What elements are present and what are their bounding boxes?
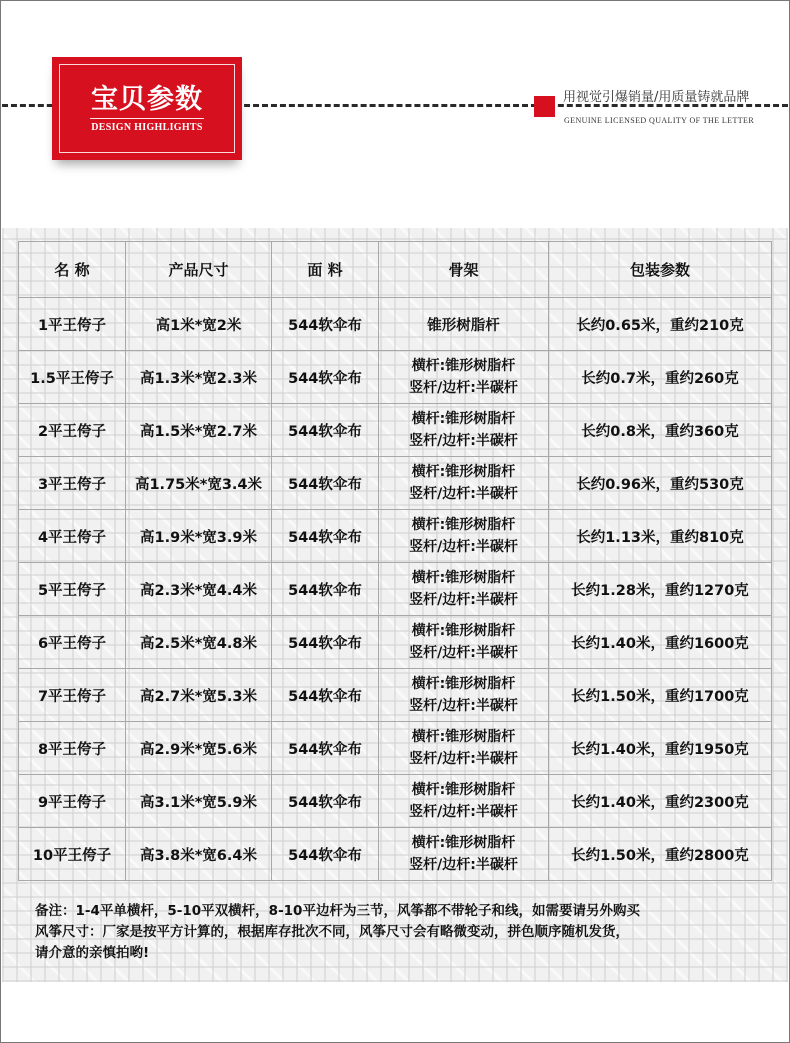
frame-line-2: 竖杆/边杆:半碳杆 — [409, 539, 518, 555]
cell-fabric: 544软伞布 — [272, 669, 379, 722]
cell-package: 长约0.8米，重约360克 — [549, 404, 772, 457]
cell-package: 长约1.13米，重约810克 — [549, 510, 772, 563]
cell-frame — [379, 828, 549, 881]
cell-frame — [379, 775, 549, 828]
cell-size: 高3.1米*宽5.9米 — [126, 775, 272, 828]
cell-size: 高2.3米*宽4.4米 — [126, 563, 272, 616]
frame-line-1: 横杆:锥形树脂杆 — [411, 517, 516, 533]
cell-frame — [379, 404, 549, 457]
cell-frame — [379, 510, 549, 563]
frame-line-2: 竖杆/边杆:半碳杆 — [409, 433, 518, 449]
cell-frame — [379, 351, 549, 404]
table-row — [19, 722, 772, 775]
note-line: 请介意的亲慎拍哟! — [35, 945, 150, 961]
header-frame: 骨架 — [379, 242, 549, 298]
cell-package: 长约0.7米，重约260克 — [549, 351, 772, 404]
cell-frame — [379, 722, 549, 775]
frame-line-1: 横杆:锥形树脂杆 — [411, 782, 516, 798]
table-row — [19, 563, 772, 616]
cell-fabric: 544软伞布 — [272, 298, 379, 351]
frame-line-2: 竖杆/边杆:半碳杆 — [409, 804, 518, 820]
cell-name: 7平王侉子 — [19, 669, 126, 722]
cell-size: 高1米*宽2米 — [126, 298, 272, 351]
table-row — [19, 404, 772, 457]
cell-name: 2平王侉子 — [19, 404, 126, 457]
section-badge — [52, 57, 242, 160]
spec-table — [18, 241, 772, 881]
frame-line-1: 横杆:锥形树脂杆 — [411, 411, 516, 427]
cell-name: 1平王侉子 — [19, 298, 126, 351]
table-header-row — [19, 242, 772, 298]
cell-size: 高1.3米*宽2.3米 — [126, 351, 272, 404]
table-row — [19, 669, 772, 722]
cell-name: 8平王侉子 — [19, 722, 126, 775]
frame-line-2: 竖杆/边杆:半碳杆 — [409, 592, 518, 608]
cell-name: 6平王侉子 — [19, 616, 126, 669]
frame-line-1: 横杆:锥形树脂杆 — [411, 464, 516, 480]
cell-size: 高1.75米*宽3.4米 — [126, 457, 272, 510]
frame-line-1: 横杆:锥形树脂杆 — [411, 676, 516, 692]
cell-fabric: 544软伞布 — [272, 510, 379, 563]
header-size: 产品尺寸 — [126, 242, 272, 298]
header-fabric: 面 料 — [272, 242, 379, 298]
slogan-english: GENUINE LICENSED QUALITY OF THE LETTER — [564, 116, 755, 125]
cell-fabric: 544软伞布 — [272, 722, 379, 775]
table-row — [19, 616, 772, 669]
cell-size: 高2.7米*宽5.3米 — [126, 669, 272, 722]
frame-line-1: 横杆:锥形树脂杆 — [411, 729, 516, 745]
cell-fabric: 544软伞布 — [272, 775, 379, 828]
cell-package: 长约0.65米，重约210克 — [549, 298, 772, 351]
cell-frame — [379, 298, 549, 351]
frame-line-1: 横杆:锥形树脂杆 — [411, 358, 516, 374]
header-package: 包装参数 — [549, 242, 772, 298]
frame-line-2: 竖杆/边杆:半碳杆 — [409, 380, 518, 396]
cell-name: 10平王侉子 — [19, 828, 126, 881]
cell-package: 长约1.50米，重约2800克 — [549, 828, 772, 881]
table-row — [19, 775, 772, 828]
cell-frame — [379, 616, 549, 669]
cell-name: 3平王侉子 — [19, 457, 126, 510]
red-square-marker — [534, 96, 555, 117]
cell-package: 长约1.28米，重约1270克 — [549, 563, 772, 616]
table-body — [19, 298, 772, 881]
cell-size: 高3.8米*宽6.4米 — [126, 828, 272, 881]
note-line: 风筝尺寸：厂家是按平方计算的，根据库存批次不同，风筝尺寸会有略微变动，拼色顺序随机发货， — [35, 924, 629, 940]
cell-size: 高1.9米*宽3.9米 — [126, 510, 272, 563]
frame-line-2: 竖杆/边杆:半碳杆 — [409, 645, 518, 661]
cell-fabric: 544软伞布 — [272, 616, 379, 669]
frame-line-1: 横杆:锥形树脂杆 — [411, 570, 516, 586]
cell-package: 长约1.40米，重约1600克 — [549, 616, 772, 669]
cell-package: 长约0.96米，重约530克 — [549, 457, 772, 510]
frame-line-2: 竖杆/边杆:半碳杆 — [409, 857, 518, 873]
table-row — [19, 828, 772, 881]
header-name: 名 称 — [19, 242, 126, 298]
cell-name: 4平王侉子 — [19, 510, 126, 563]
table-row — [19, 457, 772, 510]
cell-fabric: 544软伞布 — [272, 563, 379, 616]
cell-fabric: 544软伞布 — [272, 351, 379, 404]
table-row — [19, 351, 772, 404]
cell-size: 高2.5米*宽4.8米 — [126, 616, 272, 669]
frame-line-2: 竖杆/边杆:半碳杆 — [409, 698, 518, 714]
cell-package: 长约1.40米，重约2300克 — [549, 775, 772, 828]
cell-name: 5平王侉子 — [19, 563, 126, 616]
cell-frame — [379, 563, 549, 616]
cell-size: 高1.5米*宽2.7米 — [126, 404, 272, 457]
cell-package: 长约1.50米，重约1700克 — [549, 669, 772, 722]
frame-line-1: 横杆:锥形树脂杆 — [411, 623, 516, 639]
badge-subtitle: DESIGN HIGHLIGHTS — [91, 122, 203, 133]
frame-line-1: 锥形树脂杆 — [427, 317, 500, 334]
cell-name: 1.5平王侉子 — [19, 351, 126, 404]
frame-line-1: 横杆:锥形树脂杆 — [411, 835, 516, 851]
badge-title: 宝贝参数 — [91, 84, 203, 115]
frame-line-2: 竖杆/边杆:半碳杆 — [409, 486, 518, 502]
slogan: 用视觉引爆销量/用质量铸就品牌 — [563, 90, 750, 105]
cell-size: 高2.9米*宽5.6米 — [126, 722, 272, 775]
frame-line-2: 竖杆/边杆:半碳杆 — [409, 751, 518, 767]
notes — [35, 901, 775, 964]
cell-package: 长约1.40米，重约1950克 — [549, 722, 772, 775]
cell-frame — [379, 457, 549, 510]
table-row — [19, 298, 772, 351]
table-row — [19, 510, 772, 563]
cell-fabric: 544软伞布 — [272, 404, 379, 457]
cell-fabric: 544软伞布 — [272, 828, 379, 881]
cell-fabric: 544软伞布 — [272, 457, 379, 510]
note-line: 备注：1-4平单横杆，5-10平双横杆，8-10平边杆为三节，风筝都不带轮子和线，如需要请另外购买 — [35, 903, 640, 919]
cell-name: 9平王侉子 — [19, 775, 126, 828]
badge-divider — [90, 118, 204, 119]
cell-frame — [379, 669, 549, 722]
